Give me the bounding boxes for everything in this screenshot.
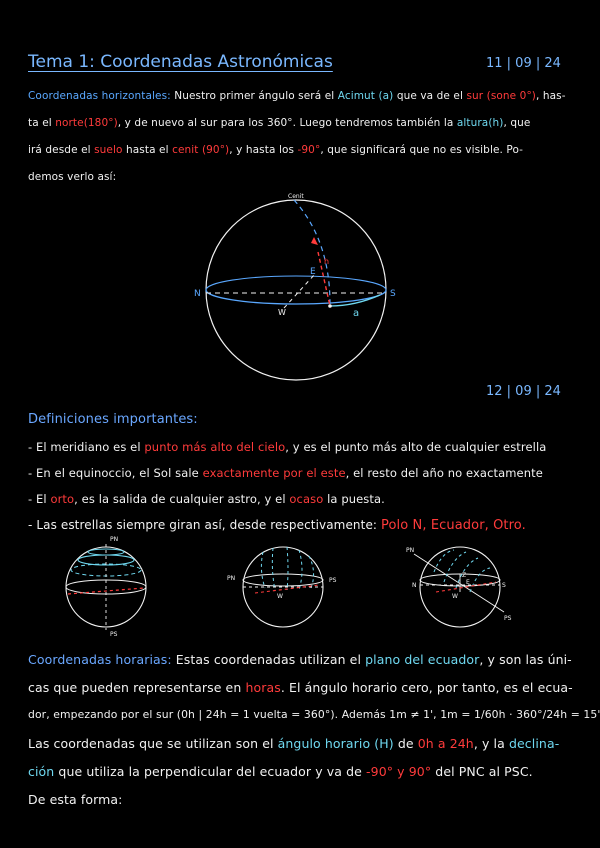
sphere-outline <box>206 200 386 380</box>
defs-heading: Definiciones importantes: <box>28 412 198 427</box>
label-a: a <box>353 308 360 319</box>
altitude-arrow <box>311 237 318 245</box>
label-h: h <box>324 257 330 266</box>
text: , y la <box>473 736 505 751</box>
term-angulo-horario: ángulo horario (H) <box>277 736 394 751</box>
term-suelo: suelo <box>94 144 123 156</box>
label-n-3: N <box>412 582 417 589</box>
term-rango-grados: -90° y 90° <box>366 764 432 779</box>
term-neg90: -90° <box>297 144 321 156</box>
text: que va de el <box>396 90 463 102</box>
term-declinacion-end: ción <box>28 764 55 779</box>
label-ps-1: PS <box>110 631 118 638</box>
term-altura: altura(h) <box>456 117 504 129</box>
text: Nuestro primer ángulo será el <box>174 90 335 102</box>
rotation-diagram-pole <box>58 530 158 640</box>
label-ps-2: PS <box>329 577 337 584</box>
label-pn-2: PN <box>227 575 236 582</box>
text: - El <box>28 492 47 506</box>
label-e-3: E <box>466 579 470 586</box>
label-z-3: Z <box>462 572 467 579</box>
text: , has- <box>536 90 566 102</box>
def-bullet-1 <box>28 440 546 454</box>
text: que utiliza la perpendicular del ecuador y va de <box>58 764 362 779</box>
label-pn-3: PN <box>406 547 415 554</box>
def-bullet-2 <box>28 466 543 480</box>
text: Las coordenadas que se utilizan son el <box>28 736 274 751</box>
horarias-line5 <box>28 764 533 779</box>
text: del PNC al PSC. <box>435 764 533 779</box>
date-1: 11 | 09 | 24 <box>486 56 561 71</box>
horizon-back <box>206 276 386 290</box>
horarias-line1 <box>28 652 572 667</box>
term-declinacion: declina- <box>508 736 560 751</box>
label-w-2: W <box>277 593 283 600</box>
rotation-diagram-other <box>400 530 530 640</box>
text: , y son las úni- <box>479 652 572 667</box>
text: la puesta. <box>327 492 385 506</box>
term-meridiano: punto más alto del cielo <box>144 440 286 454</box>
term-cenit: cenit (90°) <box>172 144 230 156</box>
text: , y hasta los <box>229 144 295 156</box>
label-horizontales: Coordenadas horizontales: <box>28 90 171 102</box>
text: , que significará que no es visible. Po- <box>320 144 524 156</box>
text: Estas coordenadas utilizan el <box>175 652 362 667</box>
para1-line2 <box>28 117 530 129</box>
label-pn-1: PN <box>110 536 119 543</box>
text: . El ángulo horario cero, por tanto, es el ecua- <box>280 680 573 695</box>
text: , es la salida de cualquier astro, y el <box>74 492 286 506</box>
term-plano-ecuador: plano del ecuador <box>365 652 480 667</box>
text: - Las estrellas siempre giran así, desde respectivamente: <box>28 518 378 532</box>
para1-line4: demos verlo así: <box>28 171 117 183</box>
term-ocaso: ocaso <box>289 492 324 506</box>
label-horarias: Coordenadas horarias: <box>28 652 172 667</box>
label-s: S <box>390 289 396 299</box>
horarias-line6: De esta forma: <box>28 792 123 807</box>
text: , y es el punto más alto de cualquier estrella <box>285 440 547 454</box>
term-este: exactamente por el este <box>202 466 346 480</box>
term-horas: horas <box>245 680 281 695</box>
term-azimut: Acimut (a) <box>337 90 394 102</box>
term-rango-horas: 0h a 24h <box>417 736 474 751</box>
celestial-sphere-diagram <box>190 190 410 390</box>
page-title: Tema 1: Coordenadas Astronómicas <box>28 52 333 72</box>
horarias-line3: dor, empezando por el sur (0h | 24h = 1 vuelta = 360°). Además 1m ≠ 1', 1m = 1/60h · 360°/24h = 15' <box>28 708 600 721</box>
label-zenith: Cenit <box>288 193 304 200</box>
text: ta el <box>28 117 52 129</box>
label-s-3: S <box>502 582 506 589</box>
label-ps-3: PS <box>504 615 512 622</box>
text: , que <box>503 117 531 129</box>
text: - En el equinoccio, el Sol sale <box>28 466 199 480</box>
label-w: W <box>278 308 286 317</box>
text: - El meridiano es el <box>28 440 141 454</box>
para1-line1 <box>28 90 566 102</box>
term-sur: sur (sone 0°) <box>466 90 536 102</box>
label-e: E <box>310 267 316 277</box>
date-2: 12 | 09 | 24 <box>486 384 561 399</box>
text: cas que pueden representarse en <box>28 680 242 695</box>
def-bullet-3 <box>28 492 385 506</box>
term-polos: Polo N, Ecuador, Otro. <box>381 518 526 533</box>
horarias-line2 <box>28 680 573 695</box>
label-w-3: W <box>452 593 458 600</box>
ew-line <box>284 274 315 308</box>
label-n: N <box>194 289 201 299</box>
text: , y de nuevo al sur para los 360°. Luego tendremos también la <box>117 117 454 129</box>
text: irá desde el <box>28 144 91 156</box>
text: de <box>397 736 414 751</box>
para1-line3 <box>28 144 523 156</box>
horarias-line4 <box>28 736 559 751</box>
observer-point <box>328 304 332 308</box>
text: hasta el <box>126 144 169 156</box>
vertical-circle <box>294 200 330 304</box>
term-orto: orto <box>50 492 75 506</box>
text: , el resto del año no exactamente <box>345 466 543 480</box>
term-norte: norte(180°) <box>55 117 118 129</box>
rotation-diagram-equator <box>225 530 345 640</box>
